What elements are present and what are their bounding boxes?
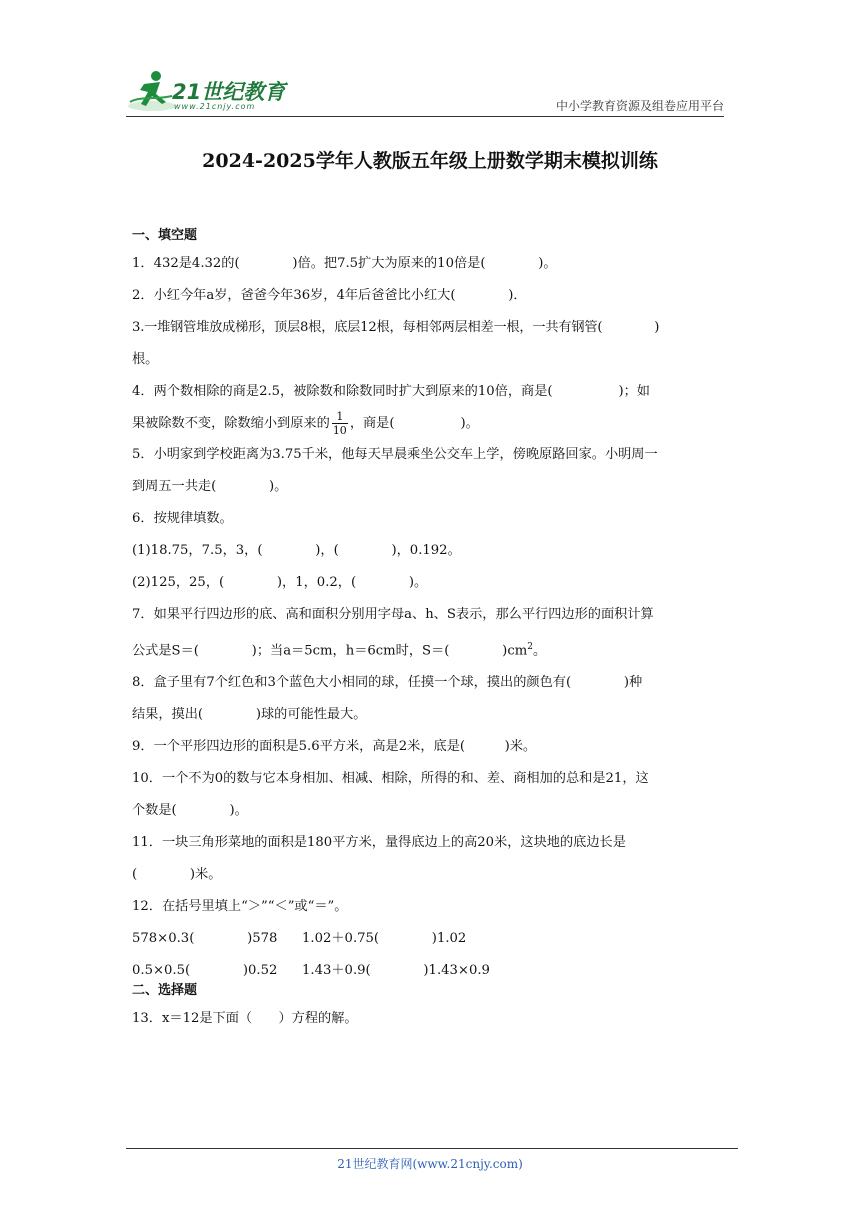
- question-10-line2: 个数是( )。: [132, 803, 248, 819]
- section-heading-fill: 一、填空题: [132, 228, 198, 243]
- fraction-denominator: 10: [332, 424, 347, 437]
- exam-content: [132, 226, 732, 1029]
- fraction: [332, 410, 348, 437]
- question-4-text-pre: 果被除数不变，除数缩小到原来的: [132, 416, 330, 431]
- section-heading-choice: 二、选择题: [132, 983, 198, 999]
- question-12: 12．在括号里填上“＞”“＜”或“＝”。: [132, 899, 348, 915]
- question-7-line1: 7．如果平行四边形的底、高和面积分别用字母a、h、S表示，那么平行四边形的面积计算: [132, 607, 654, 622]
- superscript: 2: [527, 642, 533, 652]
- question-2: 2．小红今年a岁，爸爸今年36岁，4年后爸爸比小红大( )．: [132, 288, 527, 303]
- question-7-line2: [132, 637, 732, 661]
- page-title: 2024-2025学年人教版五年级上册数学期末模拟训练: [202, 150, 658, 172]
- question-6-part-2: (2)125，25，( )，1，0.2，( )。: [132, 575, 428, 590]
- table-row: [132, 929, 490, 949]
- question-7-text-pre: 公式是S＝( )；当a＝5cm，h＝6cm时，S＝( )cm: [132, 643, 528, 659]
- question-10-line1: 10．一个不为0的数与它本身相加、相减、相除，所得的和、差、商相加的总和是21，这: [132, 771, 649, 787]
- question-3-line1: 3.一堆钢管堆放成梯形，顶层8根，底层12根，每相邻两层相差一根，一共有钢管( ): [132, 320, 660, 335]
- question-3-line2: 根。: [132, 352, 159, 367]
- question-11-line1: 11．一块三角形菜地的面积是180平方米，量得底边上的高20米，这块地的底边长是: [132, 835, 626, 851]
- comparison-item: 1.02＋0.75( )1.02: [302, 931, 467, 947]
- logo-text: 21世纪教育: [172, 80, 286, 104]
- comparison-item: 1.43＋0.9( )1.43×0.9: [302, 963, 490, 979]
- question-7-text-post: 。: [532, 643, 547, 659]
- question-6-part-1: (1)18.75，7.5，3，( )，( )，0.192。: [132, 543, 461, 558]
- question-4-line2: [132, 410, 732, 437]
- question-5-line2: 到周五一共走( )。: [132, 479, 288, 494]
- question-9: 9．一个平形四边形的面积是5.6平方米，高是2米，底是( )米。: [132, 739, 537, 755]
- site-logo: [126, 66, 296, 116]
- table-row: [132, 961, 490, 981]
- question-13: 13．x＝12是下面（ ）方程的解。: [132, 1011, 358, 1027]
- question-8-line1: 8．盒子里有7个红色和3个蓝色大小相同的球，任摸一个球，摸出的颜色有( )种: [132, 675, 643, 691]
- question-1: 1．432是4.32的( )倍。把7.5扩大为原来的10倍是( )。: [132, 256, 557, 271]
- footer-link[interactable]: 21世纪教育网(www.21cnjy.com): [337, 1157, 523, 1171]
- comparison-item: 0.5×0.5( )0.52: [132, 963, 278, 979]
- question-8-line2: 结果，摸出( )球的可能性最大。: [132, 707, 367, 723]
- comparison-item: 578×0.3( )578: [132, 931, 278, 947]
- logo-url: www.21cnjy.com: [174, 102, 256, 111]
- comparison-table: [132, 929, 490, 981]
- question-5-line1: 5．小明家到学校距离为3.75千米，他每天早晨乘坐公交车上学，傍晚原路回家。小明周一: [132, 447, 658, 462]
- platform-label: 中小学教育资源及组卷应用平台: [555, 99, 724, 113]
- question-6: 6．按规律填数。: [132, 511, 233, 526]
- question-4-line1: 4．两个数相除的商是2.5，被除数和除数同时扩大到原来的10倍，商是( )；如: [132, 384, 650, 399]
- header-divider: [126, 116, 724, 117]
- runner-icon: [126, 66, 176, 116]
- fraction-numerator: 1: [332, 410, 348, 424]
- question-4-text-post: ，商是( )。: [349, 416, 479, 431]
- question-11-line2: ( )米。: [132, 867, 222, 883]
- footer-divider: [126, 1148, 738, 1149]
